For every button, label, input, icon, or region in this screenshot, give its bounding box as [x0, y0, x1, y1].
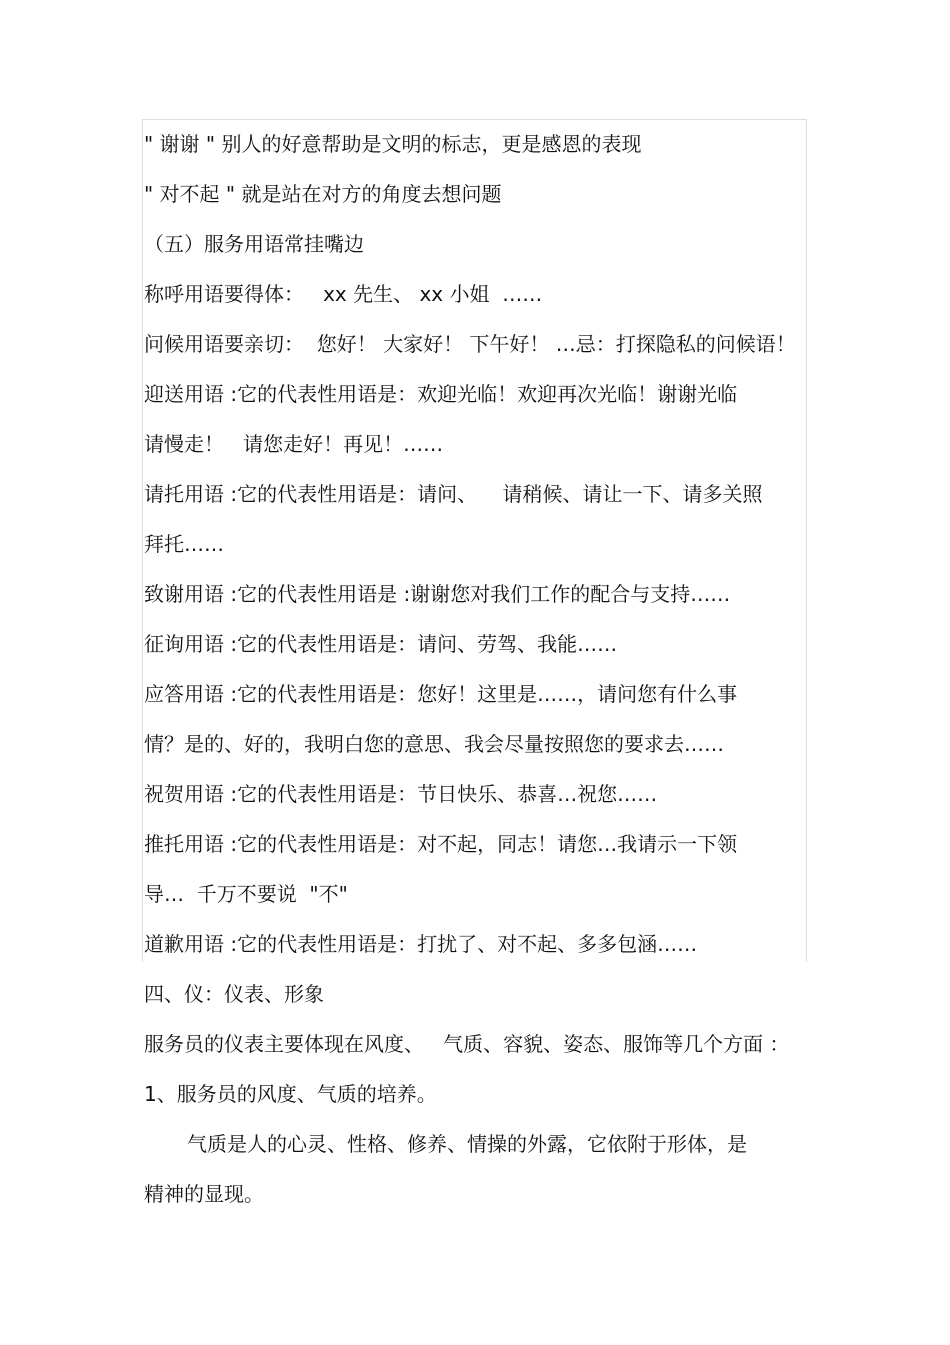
section-heading: 四、仪：仪表、形象 [144, 982, 324, 1006]
text-line: 祝贺用语 :它的代表性用语是：节日快乐、恭喜…祝您…… [144, 782, 658, 806]
text-line: 请慢走！ 请您走好！再见！…… [144, 432, 444, 456]
text-line: 称呼用语要得体： xx 先生、 xx 小姐 …… [144, 282, 543, 306]
text-line: 导… 千万不要说 "不" [144, 882, 348, 906]
text-line: 1、服务员的风度、气质的培养。 [144, 1082, 437, 1106]
text-line: 致谢用语 :它的代表性用语是 :谢谢您对我们工作的配合与支持…… [144, 582, 731, 606]
text-line: " 对不起 " 就是站在对方的角度去想问题 [144, 182, 502, 206]
text-line: " 谢谢 " 别人的好意帮助是文明的标志，更是感恩的表现 [144, 132, 642, 156]
frame-right-border [806, 119, 807, 962]
text-line: 问候用语要亲切： 您好！ 大家好！ 下午好！ …忌：打探隐私的问候语！ [144, 332, 796, 356]
text-line: 情？是的、好的，我明白您的意思、我会尽量按照您的要求去…… [144, 732, 724, 756]
frame-top-border [142, 119, 807, 120]
text-line: 迎送用语 :它的代表性用语是：欢迎光临！欢迎再次光临！谢谢光临 [144, 382, 738, 406]
frame-left-border [142, 119, 143, 962]
text-line: 推托用语 :它的代表性用语是：对不起，同志！请您…我请示一下领 [144, 832, 738, 856]
text-line: 应答用语 :它的代表性用语是：您好！这里是……，请问您有什么事 [144, 682, 738, 706]
paragraph-line: 气质是人的心灵、性格、修养、情操的外露，它依附于形体，是 [187, 1132, 747, 1156]
text-line: 请托用语 :它的代表性用语是：请问、 请稍候、请让一下、请多关照 [144, 482, 763, 506]
text-line: 服务员的仪表主要体现在风度、 气质、容貌、姿态、服饰等几个方面 ： [144, 1032, 790, 1056]
text-line: 征询用语 :它的代表性用语是：请问、劳驾、我能…… [144, 632, 618, 656]
section-heading: （五）服务用语常挂嘴边 [144, 232, 364, 256]
text-line: 拜托…… [144, 532, 224, 556]
paragraph-line: 精神的显现。 [144, 1182, 264, 1206]
text-line: 道歉用语 :它的代表性用语是：打扰了、对不起、多多包涵…… [144, 932, 698, 956]
